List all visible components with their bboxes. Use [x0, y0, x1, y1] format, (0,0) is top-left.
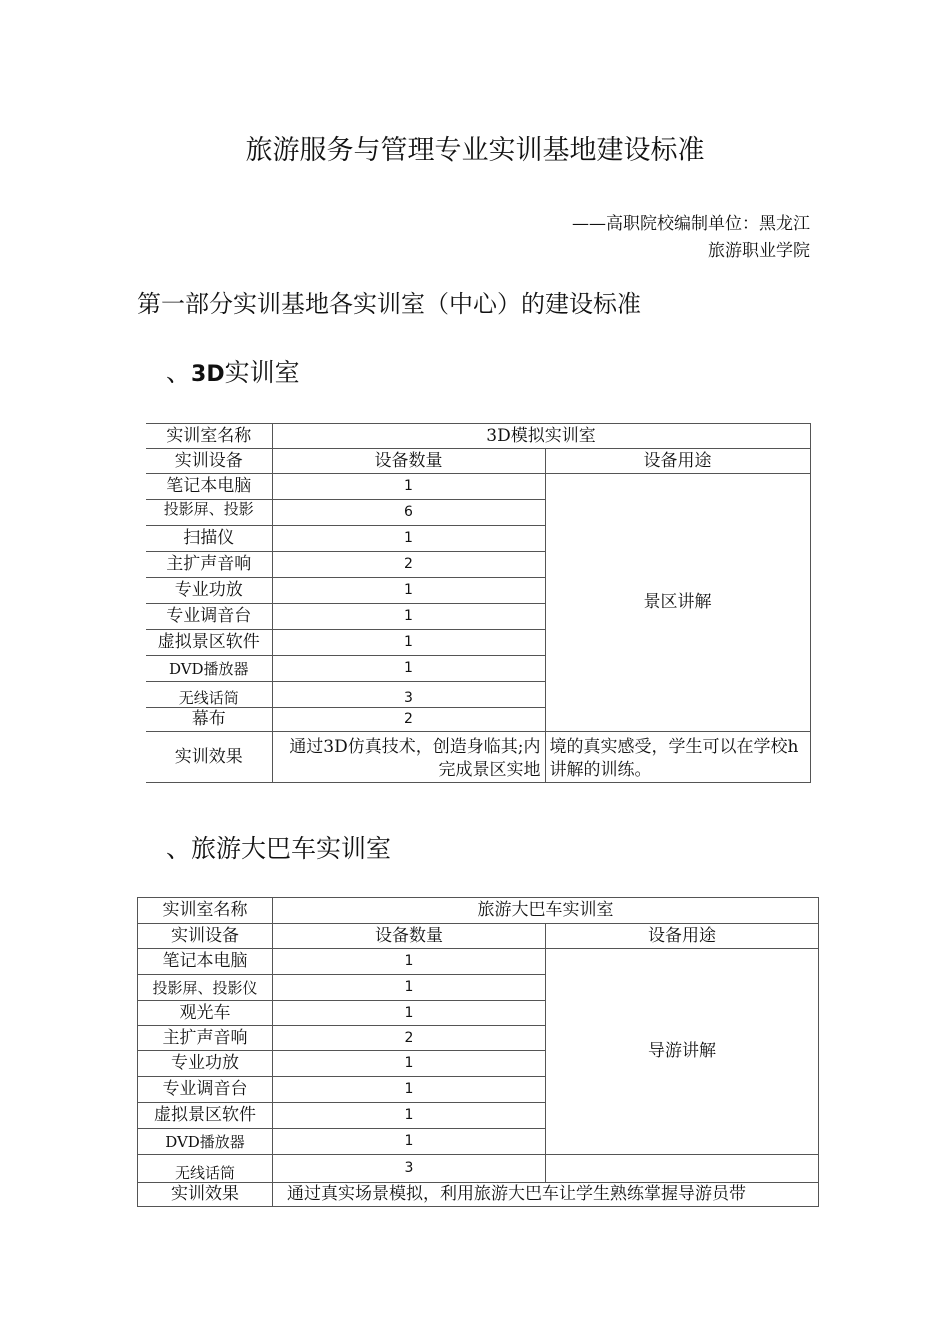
room-table-3d — [146, 423, 811, 783]
room-name-label: 实训室名称 — [146, 424, 272, 449]
section2-heading — [166, 829, 391, 865]
effect-text: 通过真实场景模拟，利用旅游大巴车让学生熟练掌握导游员带 — [273, 1183, 819, 1207]
section2-prefix: 、 — [166, 834, 192, 863]
quantity-cell: 1 — [272, 526, 545, 552]
equipment-cell: 专业调音台 — [146, 604, 272, 630]
quantity-cell: 2 — [272, 708, 545, 732]
table-header-row — [138, 924, 819, 949]
table-row — [146, 424, 810, 449]
quantity-cell: 1 — [272, 630, 545, 656]
effect-text-part2: 境的真实感受，学生可以在学校h讲解的训练。 — [545, 732, 810, 783]
quantity-cell: 1 — [273, 949, 546, 975]
quantity-cell: 1 — [273, 1001, 546, 1026]
quantity-cell: 1 — [273, 1103, 546, 1129]
equipment-cell: 扫描仪 — [146, 526, 272, 552]
equipment-cell: 投影屏、投影 — [146, 500, 272, 526]
effect-row — [138, 1183, 819, 1207]
quantity-cell: 1 — [272, 474, 545, 500]
header-equipment: 实训设备 — [138, 924, 273, 949]
equipment-cell: 幕布 — [146, 708, 272, 732]
equipment-cell: DVD播放器 — [138, 1129, 273, 1155]
header-quantity: 设备数量 — [272, 449, 545, 474]
effect-row — [146, 732, 810, 783]
section1-prefix: 、 — [166, 358, 192, 387]
purpose-cell-empty — [546, 1155, 819, 1183]
quantity-cell: 1 — [273, 1129, 546, 1155]
table-row — [138, 898, 819, 924]
quantity-cell: 1 — [273, 1077, 546, 1103]
equipment-cell: 虚拟景区软件 — [146, 630, 272, 656]
section1-heading — [166, 353, 300, 389]
equipment-cell: 专业功放 — [146, 578, 272, 604]
purpose-cell: 导游讲解 — [546, 949, 819, 1155]
equipment-cell: 主扩声音响 — [146, 552, 272, 578]
equipment-cell: 无线话筒 — [146, 682, 272, 708]
header-quantity: 设备数量 — [273, 924, 546, 949]
header-purpose: 设备用途 — [546, 924, 819, 949]
quantity-cell: 2 — [272, 552, 545, 578]
room-table-bus — [137, 897, 819, 1207]
equipment-cell: 笔记本电脑 — [146, 474, 272, 500]
quantity-cell: 1 — [272, 578, 545, 604]
quantity-cell: 3 — [272, 682, 545, 708]
quantity-cell: 1 — [273, 975, 546, 1001]
section1-rest: 实训室 — [224, 358, 300, 387]
page-title: 旅游服务与管理专业实训基地建设标准 — [245, 135, 705, 166]
header-purpose: 设备用途 — [545, 449, 810, 474]
effect-label: 实训效果 — [138, 1183, 273, 1207]
equipment-cell: 专业功放 — [138, 1051, 273, 1077]
equipment-cell: 观光车 — [138, 1001, 273, 1026]
section1-bold: 3D — [191, 362, 225, 387]
effect-label: 实训效果 — [146, 732, 272, 783]
subtitle-line-1: ——高职院校编制单位：黑龙江 — [572, 214, 810, 234]
table-row — [138, 1155, 819, 1183]
section2-rest: 旅游大巴车实训室 — [191, 834, 392, 863]
effect-text-part1: 通过3D仿真技术，创造身临其;内完成景区实地 — [272, 732, 545, 783]
equipment-cell: 投影屏、投影仪 — [138, 975, 273, 1001]
equipment-cell: 专业调音台 — [138, 1077, 273, 1103]
quantity-cell: 6 — [272, 500, 545, 526]
table-header-row — [146, 449, 810, 474]
table-row — [146, 474, 810, 500]
equipment-cell: 笔记本电脑 — [138, 949, 273, 975]
part1-heading: 第一部分实训基地各实训室（中心）的建设标准 — [137, 290, 641, 318]
quantity-cell: 1 — [273, 1051, 546, 1077]
quantity-cell: 3 — [273, 1155, 546, 1183]
quantity-cell: 1 — [272, 656, 545, 682]
room-name-value: 旅游大巴车实训室 — [273, 898, 819, 924]
quantity-cell: 2 — [273, 1026, 546, 1051]
table-row — [138, 949, 819, 975]
room-name-label: 实训室名称 — [138, 898, 273, 924]
quantity-cell: 1 — [272, 604, 545, 630]
equipment-cell: 主扩声音响 — [138, 1026, 273, 1051]
equipment-cell: DVD播放器 — [146, 656, 272, 682]
subtitle-line-2: 旅游职业学院 — [708, 241, 810, 261]
equipment-cell: 无线话筒 — [138, 1155, 273, 1183]
header-equipment: 实训设备 — [146, 449, 272, 474]
purpose-cell: 景区讲解 — [545, 474, 810, 732]
room-name-value: 3D模拟实训室 — [272, 424, 810, 449]
equipment-cell: 虚拟景区软件 — [138, 1103, 273, 1129]
